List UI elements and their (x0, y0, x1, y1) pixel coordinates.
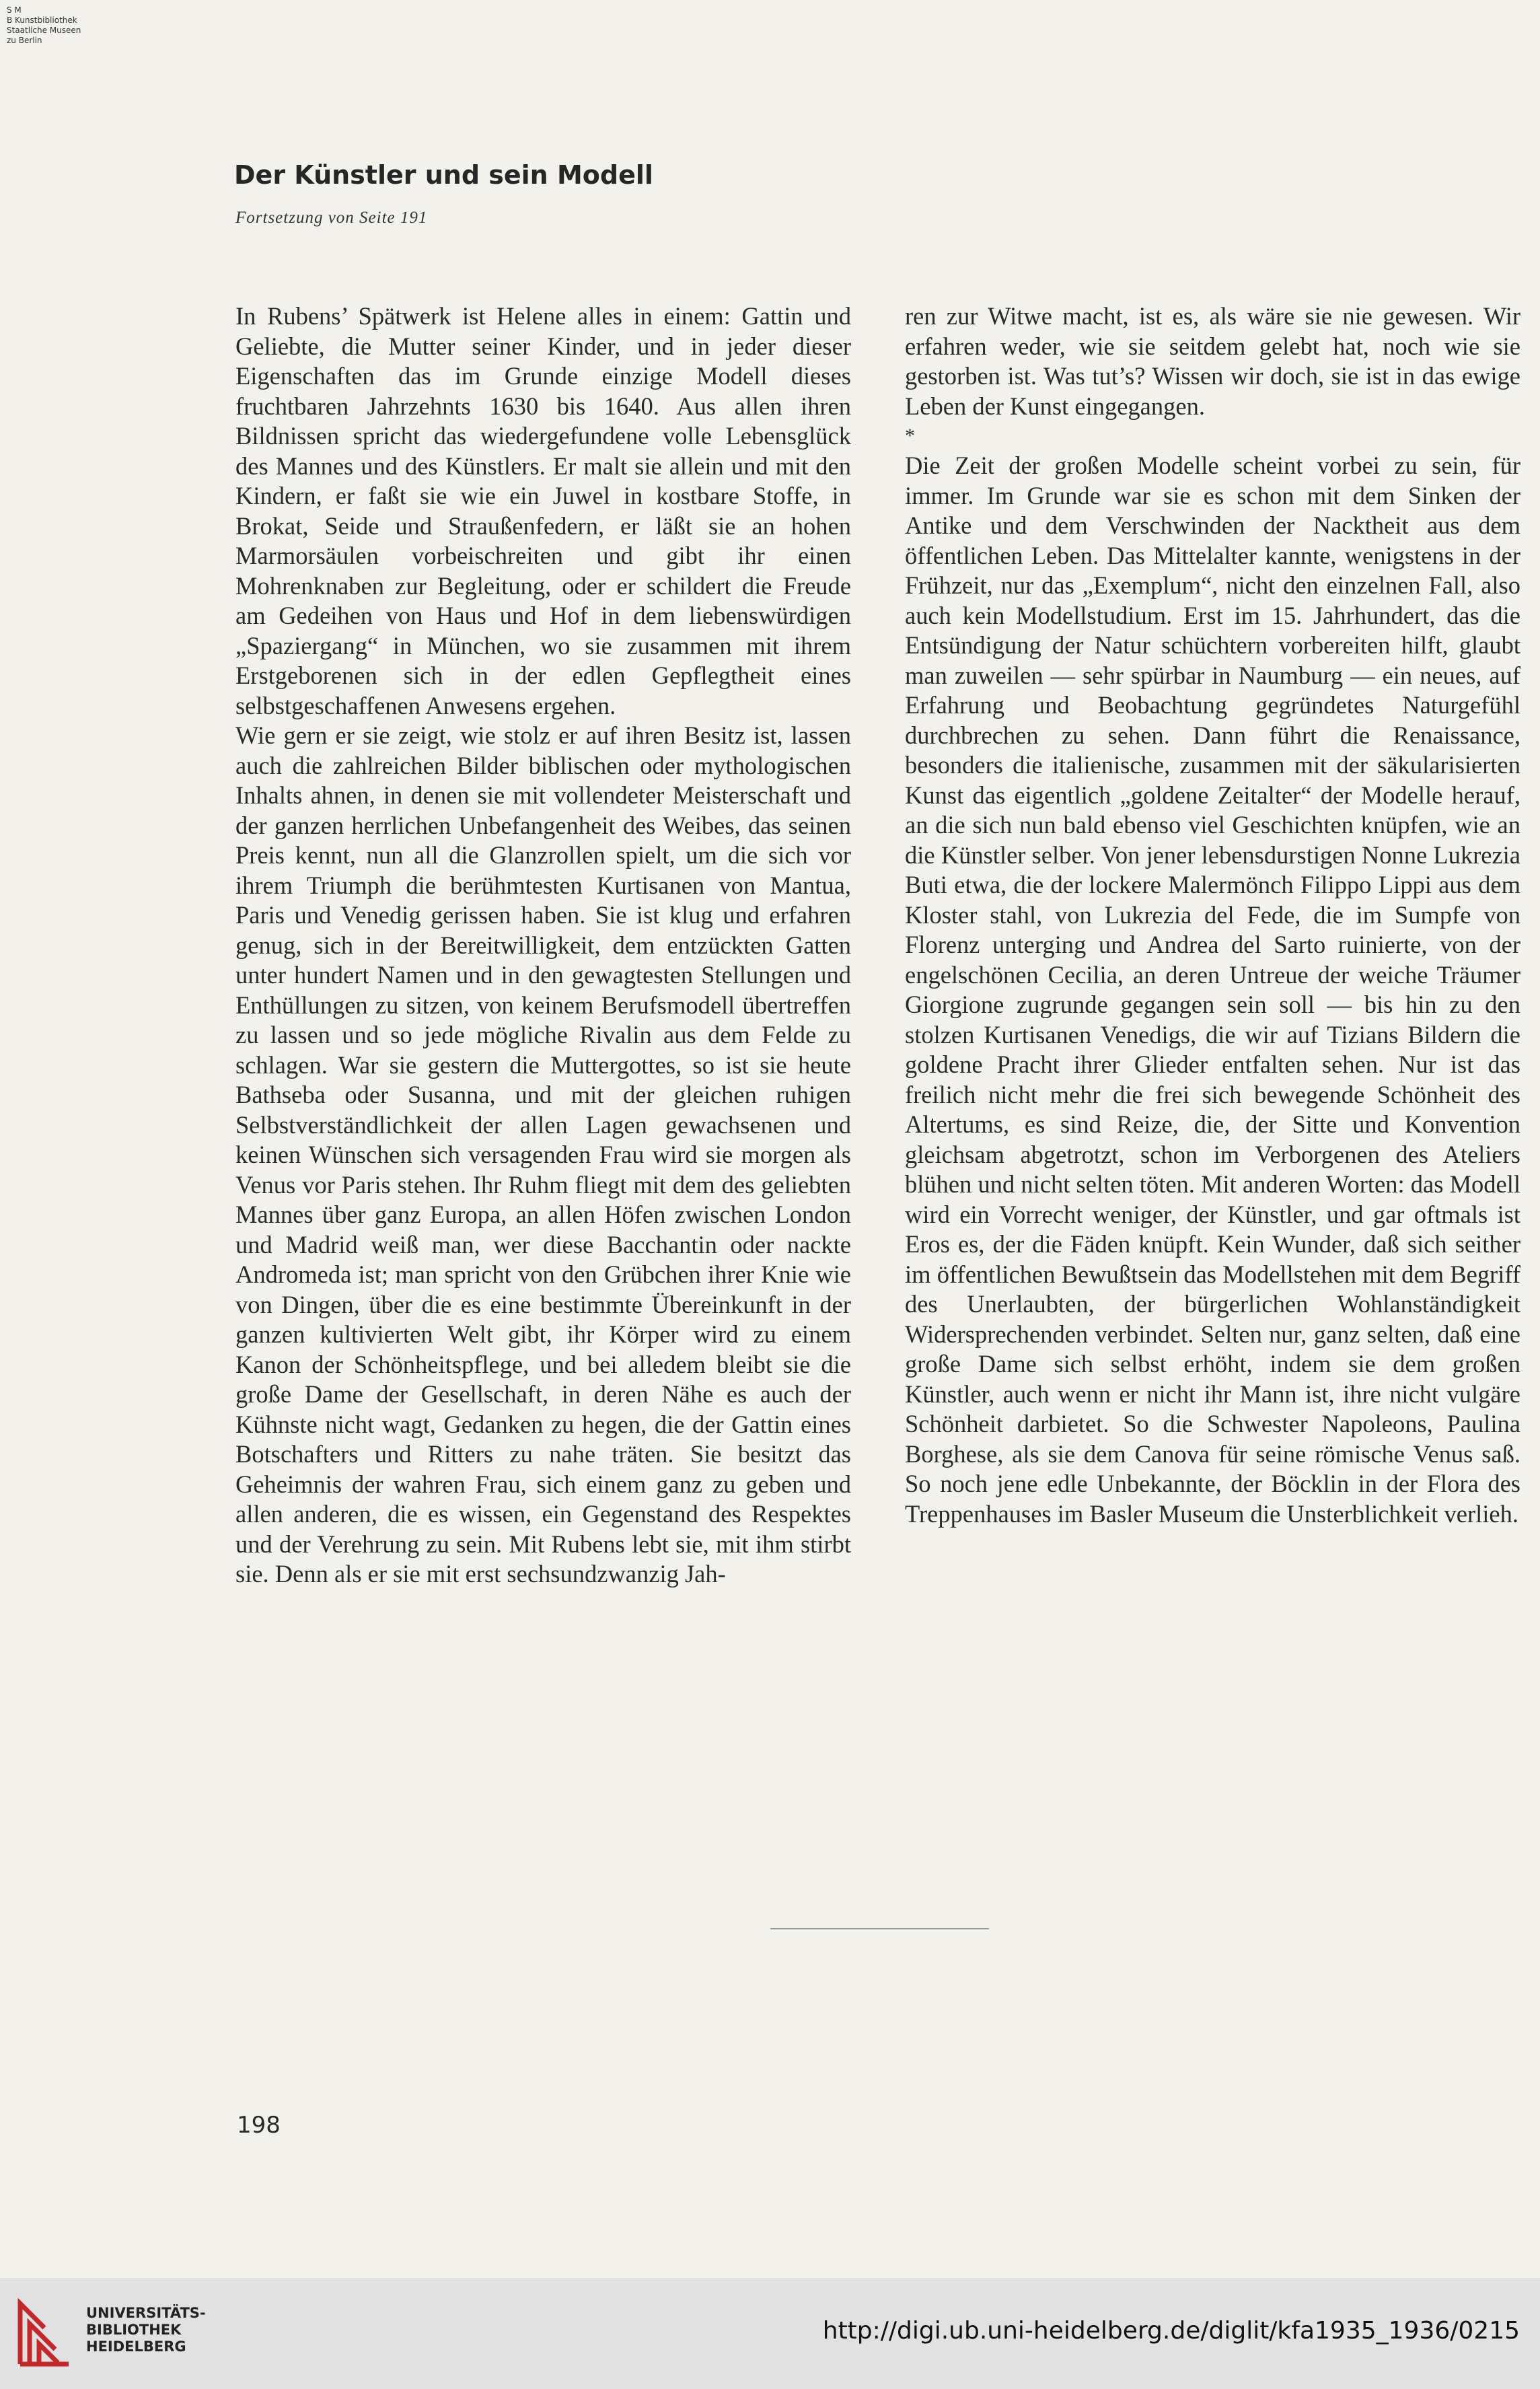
page-number: 198 (237, 2112, 281, 2139)
stamp-line: Staatliche Museen (7, 26, 81, 35)
article-subtitle: Fortsetzung von Seite 191 (235, 209, 428, 227)
article-title: Der Künstler und sein Modell (234, 160, 653, 190)
stamp-line: S M (7, 5, 22, 15)
library-name-line: HEIDELBERG (86, 2339, 186, 2355)
paragraph: Die Zeit der großen Modelle scheint vorbei zu sein, für immer. Im Grunde war sie es schon mit dem Sinken der Antike und dem Verschwinden der Nacktheit aus dem öffentlichen Leben. Das Mittelalter kannte, wenigstens in der Frühzeit, nur das „Exemplum“, nicht den einzelnen Fall, also auch kein Modellstudium. Erst im 15. Jahrhundert, das die Entsündigung der Natur schüchtern vorbereiten hilft, glaubt man zuweilen — sehr spürbar in Naumburg — ein neues, auf Erfahrung und Beobachtung gegründetes Naturgefühl durchbrechen zu sehen. Dann führt die Renaissance, besonders die italienische, zusammen mit der säkularisierten Kunst das eigentlich „goldene Zeitalter“ der Modelle herauf, an die sich nun bald ebenso viel Geschichten knüpfen, wie an die Künstler selber. Von jener lebensdurstigen Nonne Lukrezia Buti etwa, die der lockere Malermönch Filippo Lippi aus dem Kloster stahl, von Lukrezia del Fede, die im Sumpfe von Florenz unterging und Andrea del Sarto ruinierte, von der engelschönen Cecilia, an deren Untreue der weiche Träumer Giorgione zugrunde gegangen sein soll — bis hin zu den stolzen Kurtisanen Venedigs, die wir auf Tizians Bildern die goldene Pracht ihrer Glieder entfalten sehen. Nur ist das freilich nicht mehr die frei sich bewegende Schönheit des Altertums, es sind Reize, die, der Sitte und Konvention gleichsam abgetrotzt, schon im Verborgenen des Ateliers blühen und nicht selten töten. Mit anderen Worten: das Modell wird ein Vorrecht weniger, der Künstler, und gar oftmals ist Eros es, der die Fäden knüpft. Kein Wunder, daß sich seither im öffentlichen Bewußtsein das Modellstehen mit dem Begriff des Unerlaubten, der bürgerlichen Wohlanständigkeit Widersprechenden verbindet. Selten nur, ganz selten, daß eine große Dame sich selbst erhöht, indem sie dem großen Künstler, auch wenn er nicht ihr Mann ist, ihre nicht vulgäre Schönheit darbietet. So die Schwester Napoleons, Paulina Borghese, als sie dem Canova für seine römische Venus saß. So noch jene edle Unbekannte, der Böcklin in der Flora des Treppenhauses im Basler Museum die Unsterblichkeit verlieh. (905, 452, 1520, 1528)
library-name (86, 2305, 206, 2355)
stamp-line: zu Berlin (7, 36, 42, 45)
library-name-line: BIBLIOTHEK (86, 2322, 182, 2338)
source-url-link[interactable]: http://digi.ub.uni-heidelberg.de/diglit/kfa1935_1936/0215 (822, 2317, 1520, 2345)
section-separator: * (905, 425, 915, 447)
heidelberg-library-logo-icon (15, 2297, 74, 2371)
library-name-line: UNIVERSITÄTS- (86, 2305, 206, 2321)
text-column-right (905, 301, 1520, 1529)
stamp-line: B Kunstbibliothek (7, 15, 77, 25)
text-column-left (235, 301, 851, 1590)
digitization-footer (0, 2278, 1540, 2389)
library-stamp (7, 5, 87, 46)
end-rule (770, 1928, 989, 1929)
paragraph: ren zur Witwe macht, ist es, als wäre sie nie gewesen. Wir erfahren weder, wie sie seitdem gelebt hat, noch wie sie gestorben ist. Was tut’s? Wissen wir doch, sie ist in das ewige Leben der Kunst eingegangen. (905, 302, 1520, 420)
paragraph: Wie gern er sie zeigt, wie stolz er auf ihren Besitz ist, lassen auch die zahlreichen Bilder biblischen oder mythologischen Inhalts ahnen, in denen sie mit vollendeter Meisterschaft und der ganzen herrlichen Unbefangenheit des Weibes, das seinen Preis kennt, nun all die Glanzrollen spielt, um die sich vor ihrem Triumph die berühmtesten Kurtisanen von Mantua, Paris und Venedig gerissen haben. Sie ist klug und erfahren genug, sich in der Bereitwilligkeit, dem entzückten Gatten unter hundert Namen und in den gewagtesten Stellungen und Enthüllungen zu sitzen, von keinem Berufsmodell übertreffen zu lassen und so jede mögliche Rivalin aus dem Felde zu schlagen. War sie gestern die Muttergottes, so ist sie heute Bathseba oder Susanna, und mit der gleichen ruhigen Selbstverständlichkeit der allen Lagen gewachsenen und keinen Wünschen sich versagenden Frau wird sie morgen als Venus vor Paris stehen. Ihr Ruhm fliegt mit dem des geliebten Mannes über ganz Europa, an allen Höfen zwischen London und Madrid weiß man, wer diese Bacchantin oder nackte Andromeda ist; man spricht von den Grübchen ihrer Knie wie von Dingen, über die es eine bestimmte Übereinkunft in der ganzen kultivierten Welt gibt, ihr Körper wird zu einem Kanon der Schönheitspflege, und bei alledem bleibt sie die große Dame der Gesellschaft, in deren Nähe es auch der Kühnste nicht wagt, Gedanken zu hegen, die der Gattin eines Botschafters und Ritters zu nahe träten. Sie besitzt das Geheimnis der wahren Frau, sich einem ganz zu geben und allen anderen, die es wissen, ein Gegenstand des Respektes und der Verehrung zu sein. Mit Rubens lebt sie, mit ihm stirbt sie. Denn als er sie mit erst sechsundzwanzig Jah- (235, 721, 851, 1588)
paragraph: In Rubens’ Spätwerk ist Helene alles in einem: Gattin und Geliebte, die Mutter seiner Kinder, und in jeder dieser Eigenschaften das im Grunde einzige Modell dieses fruchtbaren Jahrzehnts 1630 bis 1640. Aus allen ihren Bildnissen spricht das wiedergefundene volle Lebensglück des Mannes und des Künstlers. Er malt sie allein und mit den Kindern, er faßt sie wie ein Juwel in kostbare Stoffe, in Brokat, Seide und Straußenfedern, er läßt sie an hohen Marmorsäulen vorbeischreiten und gibt ihr einen Mohrenknaben zur Begleitung, oder er schildert die Freude am Gedeihen von Haus und Hof in dem liebenswürdigen „Spaziergang“ in München, wo sie zusammen mit ihrem Erstgeborenen sich in der edlen Gepflegtheit eines selbstgeschaffenen Anwesens ergehen. (235, 302, 851, 719)
